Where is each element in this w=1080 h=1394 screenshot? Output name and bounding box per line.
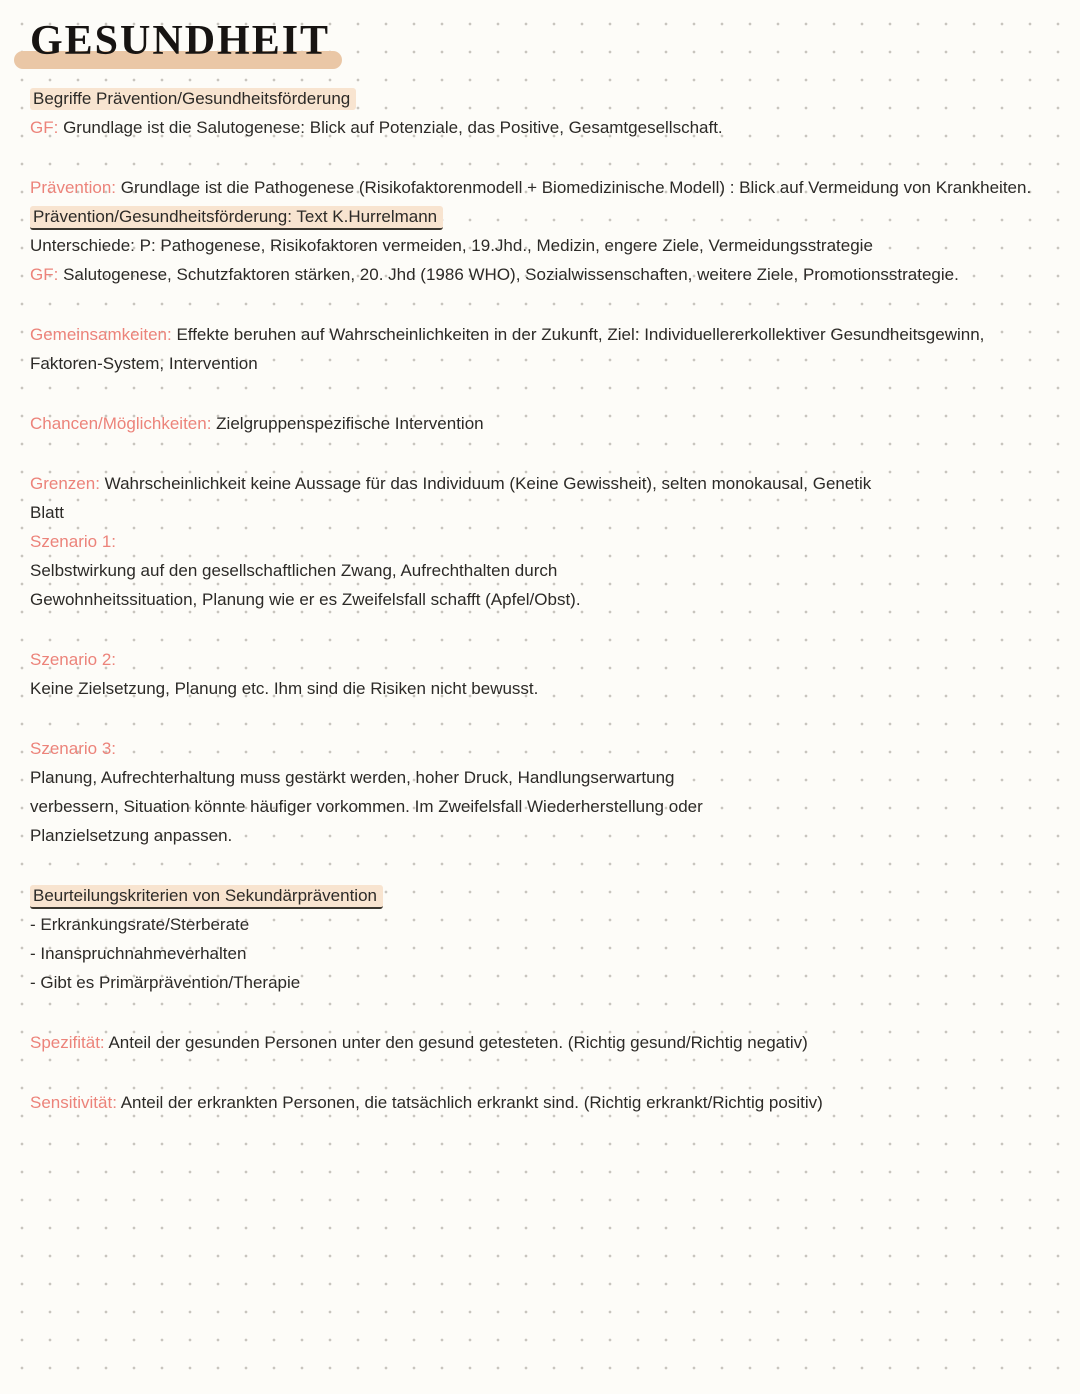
line-grenzen [30,469,1060,498]
line-text: Unterschiede: P: Pathogenese, Risikofaktoren vermeiden, 19.Jhd., Medizin, engere Ziele, Vermeidungsstrategie [30,236,873,255]
line-szenario3-1 [30,763,1060,792]
title-block [30,18,330,64]
line-szenario3-heading [30,734,1060,763]
line-spezifitaet [30,1028,1060,1057]
line-beurteilung-item3 [30,968,1060,997]
line-text: Salutogenese, Schutzfaktoren stärken, 20. Jhd (1986 WHO), Sozialwissenschaften, weitere Ziele, Promotionsstrategie. [58,265,959,284]
line-szenario1-heading [30,527,1060,556]
line-text: - Erkrankungsrate/Sterberate [30,915,250,934]
line-gemeinsamkeiten-2 [30,349,1060,378]
line-unterschiede [30,231,1060,260]
line-text: Anteil der erkrankten Personen, die tatsächlich erkrankt sind. (Richtig erkrankt/Richtig positiv) [116,1093,823,1112]
keyword-praevention: Prävention: [30,178,116,197]
line-text: Effekte beruhen auf Wahrscheinlichkeiten in der Zukunft, Ziel: Individuellererkollektiver Gesundheitsgewinn, [171,325,985,344]
line-text: Keine Zielsetzung, Planung etc. Ihm sind die Risiken nicht bewusst. [30,679,539,698]
line-text: Faktoren-System, Intervention [30,354,258,373]
line-chancen [30,409,1060,438]
line-gf-salutogenese [30,260,1060,289]
line-text: verbessern, Situation könnte häufiger vorkommen. Im Zweifelsfall Wiederherstellung oder [30,797,703,816]
keyword-gemeinsamkeiten: Gemeinsamkeiten: [30,325,172,344]
line-text: Grundlage ist die Salutogenese: Blick auf Potenziale, das Positive, Gesamtgesellschaft. [58,118,723,137]
line-text: - Inanspruchnahmeverhalten [30,944,247,963]
line-praevention [30,173,1060,202]
heading-text-hurrelmann: Prävention/Gesundheitsförderung: Text K.Hurrelmann [30,206,443,230]
line-beurteilung-item2 [30,939,1060,968]
line-gemeinsamkeiten [30,320,1060,349]
line-szenario3-2 [30,792,1060,821]
section-heading-hurrelmann [30,202,1060,231]
keyword-gf: GF: [30,265,59,284]
line-sensitivitaet [30,1088,1060,1117]
section-heading-beurteilung [30,881,1060,910]
line-text: Blatt [30,503,65,522]
line-szenario1-1 [30,556,1060,585]
keyword-grenzen: Grenzen: [30,474,100,493]
line-szenario2-heading [30,645,1060,674]
line-gf-grundlage [30,113,1060,142]
page-title: GESUNDHEIT [30,18,331,64]
keyword-gf: GF: [30,118,59,137]
line-text: Grundlage ist die Pathogenese (Risikofaktorenmodell + Biomedizinische Modell) : Blick auf Vermeidung von Krankheiten. [116,178,1032,197]
keyword-szenario2: Szenario 2: [30,650,116,669]
line-blatt [30,498,1060,527]
line-szenario2-1 [30,674,1060,703]
keyword-spezifitaet: Spezifität: [30,1033,105,1052]
keyword-szenario1: Szenario 1: [30,532,116,551]
line-text: Wahrscheinlichkeit keine Aussage für das Individuum (Keine Gewissheit), selten monokausal, Genetik [99,474,872,493]
line-szenario1-2 [30,585,1060,614]
line-text: Selbstwirkung auf den gesellschaftlichen Zwang, Aufrechthalten durch [30,561,558,580]
line-text: - Gibt es Primärprävention/Therapie [30,973,301,992]
heading-text-beurteilung: Beurteilungskriterien von Sekundärprävention [30,885,383,909]
keyword-sensitivitaet: Sensitivität: [30,1093,117,1112]
line-text: Planung, Aufrechterhaltung muss gestärkt werden, hoher Druck, Handlungserwartung [30,768,675,787]
line-text: Anteil der gesunden Personen unter den gesund getesteten. (Richtig gesund/Richtig negativ) [104,1033,808,1052]
line-text: Zielgruppenspezifische Intervention [211,414,484,433]
keyword-szenario3: Szenario 3: [30,739,116,758]
keyword-chancen: Chancen/Möglichkeiten: [30,414,212,433]
line-text: Gewohnheitssituation, Planung wie er es Zweifelsfall schafft (Apfel/Obst). [30,590,581,609]
line-text: Planzielsetzung anpassen. [30,826,233,845]
line-szenario3-3 [30,821,1060,850]
section-heading-begriffe [30,84,1060,113]
line-beurteilung-item1 [30,910,1060,939]
heading-text-begriffe: Begriffe Prävention/Gesundheitsförderung [30,88,356,110]
